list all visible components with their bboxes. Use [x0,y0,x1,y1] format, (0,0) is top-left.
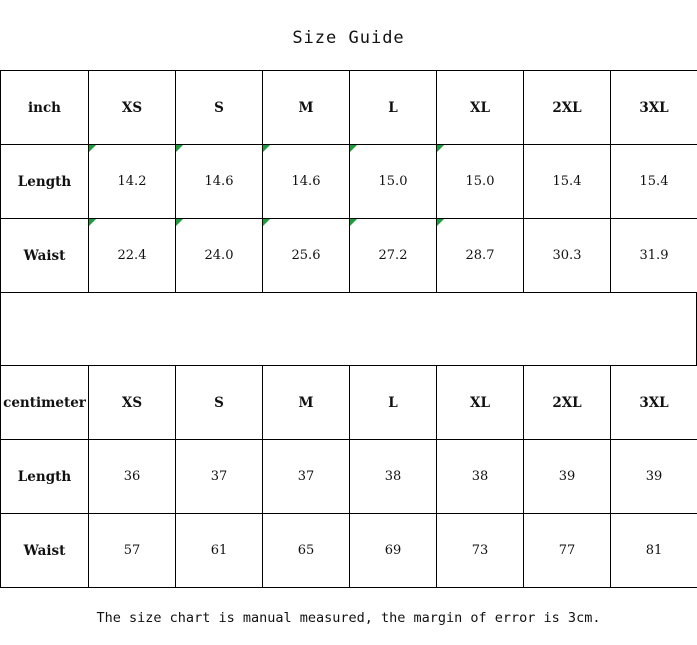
cell-length-inch-s: 14.6 [176,145,263,219]
row-label-waist-inch: Waist [1,219,89,293]
cell-waist-inch-xl: 28.7 [437,219,524,293]
unit-label-inch: inch [1,71,89,145]
cell-length-cm-s: 37 [176,440,263,514]
cell-length-inch-3xl: 15.4 [611,145,697,219]
size-table-centimeter [0,365,697,588]
unit-label-centimeter: centimeter [1,366,89,440]
size-header-cm-3xl: 3XL [611,366,697,440]
cell-length-cm-xs: 36 [89,440,176,514]
row-label-length-cm: Length [1,440,89,514]
cell-length-cm-l: 38 [350,440,437,514]
table-row [1,219,697,293]
size-header-xs: XS [89,71,176,145]
cell-waist-cm-xl: 73 [437,514,524,588]
size-header-cm-s: S [176,366,263,440]
size-header-cm-m: M [263,366,350,440]
cell-waist-cm-s: 61 [176,514,263,588]
size-header-l: L [350,71,437,145]
cell-waist-inch-xs: 22.4 [89,219,176,293]
cell-length-cm-2xl: 39 [524,440,611,514]
cell-waist-cm-3xl: 81 [611,514,697,588]
size-header-cm-2xl: 2XL [524,366,611,440]
table-row [1,514,697,588]
cell-waist-inch-3xl: 31.9 [611,219,697,293]
size-header-cm-xs: XS [89,366,176,440]
cell-waist-cm-2xl: 77 [524,514,611,588]
cell-waist-inch-s: 24.0 [176,219,263,293]
measurement-disclaimer: The size chart is manual measured, the margin of error is 3cm. [96,610,601,626]
table-separator [0,293,697,365]
cell-waist-cm-m: 65 [263,514,350,588]
cell-waist-cm-l: 69 [350,514,437,588]
size-table-inch [0,70,697,293]
size-header-3xl: 3XL [611,71,697,145]
cell-length-inch-m: 14.6 [263,145,350,219]
cell-length-cm-3xl: 39 [611,440,697,514]
cell-length-inch-xs: 14.2 [89,145,176,219]
size-header-cm-xl: XL [437,366,524,440]
table-row [1,145,697,219]
size-header-xl: XL [437,71,524,145]
cell-waist-inch-l: 27.2 [350,219,437,293]
size-header-m: M [263,71,350,145]
cell-length-cm-m: 37 [263,440,350,514]
cell-waist-inch-2xl: 30.3 [524,219,611,293]
row-label-waist-cm: Waist [1,514,89,588]
page-title: Size Guide [292,28,405,48]
cell-length-inch-xl: 15.0 [437,145,524,219]
cell-length-inch-2xl: 15.4 [524,145,611,219]
cell-waist-inch-m: 25.6 [263,219,350,293]
cell-length-inch-l: 15.0 [350,145,437,219]
size-header-2xl: 2XL [524,71,611,145]
cell-waist-cm-xs: 57 [89,514,176,588]
size-header-s: S [176,71,263,145]
table-row [1,440,697,514]
row-label-length-inch: Length [1,145,89,219]
table-row [1,71,697,145]
size-header-cm-l: L [350,366,437,440]
table-row [1,366,697,440]
cell-length-cm-xl: 38 [437,440,524,514]
